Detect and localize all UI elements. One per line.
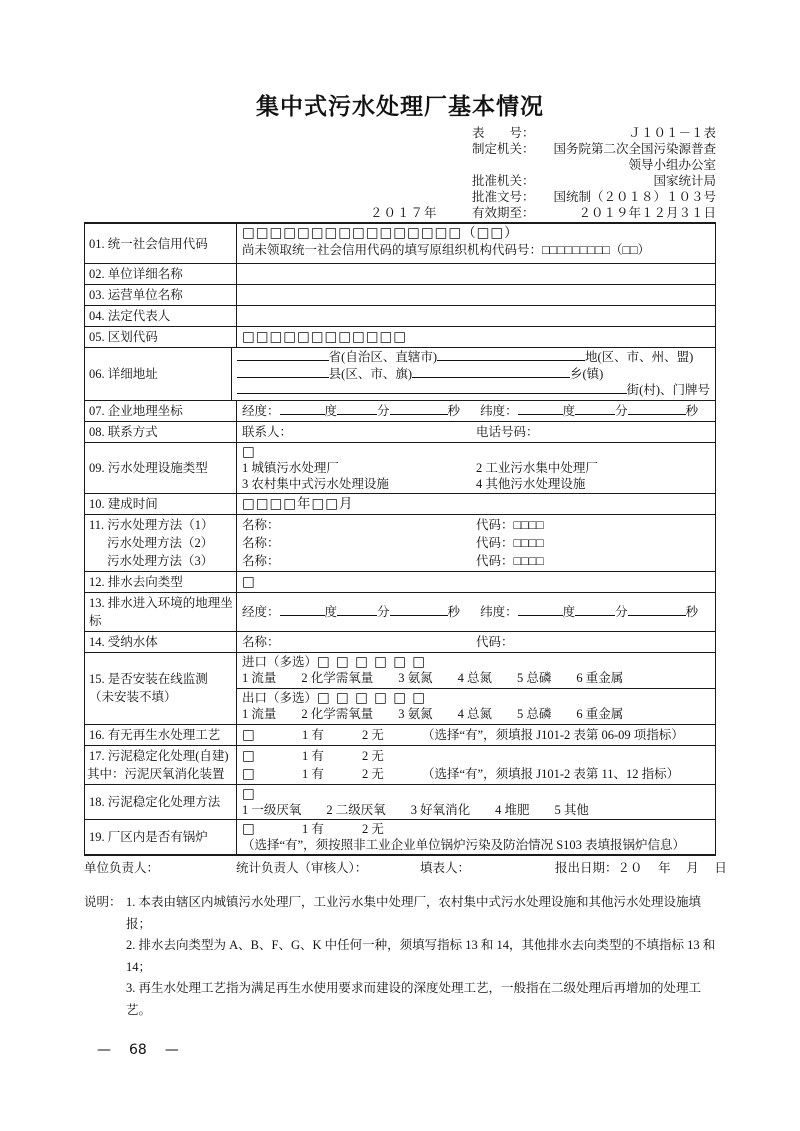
note-item-3: 3. 再生水处理工艺指为满足再生水使用要求而建设的深度处理工艺，一般指在二级处理后再增加的处理工艺。 [126,981,702,1017]
meta-row-form-number: 表 号： Ｊ１０１－１表 [472,126,716,140]
unit-head-label: 单位负责人： [84,861,160,875]
blank-line [280,604,325,616]
sludge-stabilization-checkbox: □ [242,747,256,764]
row-completion-date [85,494,715,515]
note-item-2: 2. 排水去向类型为 A、B、F、G、K 中任何一种，须填写指标 13 和 14，其他排水去向类型的不填指标 13 和 14； [126,938,716,974]
option-yes: 1 有 [302,727,324,742]
legal-representative-field [236,306,715,326]
phone-label: 电话号码： [476,424,539,439]
row-online-monitoring [85,653,715,725]
monitoring-inlet-block [237,653,715,689]
signature-line [84,858,727,876]
row-label: 12. 排水去向类型 [89,574,183,589]
condition-note: （选择“有”，须填报 J101-2 表第 11、12 指标） [422,766,680,781]
note-item-1: 1. 本表由辖区内城镇污水处理厂，工业污水集中处理厂，农村集中式污水处理设施和其他污水处理设施填报； [126,895,702,931]
page-number-value: 68 [129,1042,147,1058]
notes-label: 说明： [84,895,122,909]
blank-line [237,349,329,361]
option-yes: 1 有 [302,821,324,836]
blank-line [390,403,448,415]
option-no: 2 无 [362,748,384,763]
region-code-boxes: □□□□□□□□□□□□ [236,327,715,347]
form-meta-block [370,126,716,221]
outlet-multiselect-label: 出口（多选） [242,690,318,705]
row-label: 14. 受纳水体 [89,634,158,649]
row-label: 06. 详细地址 [89,366,158,381]
row-credit-code [85,224,715,264]
option-no: 2 无 [362,727,384,742]
row-label: 11. 污水处理方法（1） [89,517,214,532]
preparer-label: 填表人： [420,861,471,875]
row-sludge-stabilization [85,746,715,785]
row-legal-representative [85,306,715,327]
row-boiler [85,820,715,854]
row-label: 01. 统一社会信用代码 [89,236,208,251]
row-label: 污水处理方法（3） [107,553,214,568]
row-region-code [85,327,715,348]
row-label: 10. 建成时间 [89,496,158,511]
row-label: 19. 厂区内是否有锅炉 [89,829,208,844]
row-unit-name [85,264,715,285]
address-line-3: 街(村)、门牌号 [237,382,710,399]
option-no: 2 无 [362,766,384,781]
option-rural-facility: 3 农村集中式污水处理设施 [242,476,389,491]
option-yes: 1 有 [302,766,324,781]
row-label: 其中：污泥厌氧消化装置 [87,766,225,781]
completion-date-boxes: □□□□年□□月 [236,494,715,514]
stabilization-method-checkbox: □ [242,785,256,802]
inlet-multiselect-label: 进口（多选） [242,654,318,669]
row-drainage-type [85,572,715,593]
boiler-checkbox: □ [242,820,256,837]
meta-row-approval-no: 批准文号： 国统制（２０１８）１０３号 [472,189,716,204]
meta-row-issuer2: 领导小组办公室 [628,157,716,172]
credit-code-boxes: □□□□□□□□□□□□□□□□（□□） [242,225,519,241]
condition-note: （选择“有”，须填报 J101-2 表第 06-09 项指标） [422,727,684,742]
facility-type-checkbox: □ [242,443,256,460]
coordinates-line: 经度： 度 分 秒 纬度： 度 分 秒 [242,403,699,418]
row-stabilization-method [85,785,715,820]
blank-line [237,366,329,378]
coordinates-line: 经度： 度 分 秒 纬度： 度 分 秒 [242,604,699,619]
row-label: 03. 运营单位名称 [89,288,183,302]
blank-line [628,403,686,415]
row-reclaimed-water [85,725,715,746]
operator-name-field [236,285,715,305]
blank-line [237,382,627,394]
row-label: 09. 污水处理设施类型 [89,460,208,475]
row-outlet-coordinates [85,593,715,632]
row-contact [85,422,715,443]
method-name-label: 名称： [242,517,280,532]
address-line-1: 省(自治区、直辖市) 地(区、市、州、盟) [237,349,710,366]
blank-line [575,604,615,616]
row-label: 18. 污泥稳定化处理方法 [89,794,221,809]
method-name-label: 名称： [242,535,280,550]
row-receiving-water [85,632,715,653]
meta-row-valid-until: ２０１７年 有效期至： ２０１９年１２月３１日 [370,205,716,220]
row-address [85,348,715,401]
row-label: （未安装不填） [89,690,177,704]
unit-name-field [236,264,715,284]
monitoring-items: 1 流量 2 化学需氧量 3 氨氮 4 总氮 5 总磷 6 重金属 [242,707,624,721]
contact-person-label: 联系人： [242,424,293,439]
blank-line [337,403,377,415]
blank-line [437,349,585,361]
monitoring-items: 1 流量 2 化学需氧量 3 氨氮 4 总氮 5 总磷 6 重金属 [242,671,624,685]
method-name-label: 名称： [242,553,280,568]
org-code-fallback: 尚未领取统一社会信用代码的填写原组织机构代码号：□□□□□□□□□（□□） [242,242,651,257]
row-label: 15. 是否安装在线监测 [89,672,208,686]
meta-row-issuer: 制定机关： 国务院第二次全国污染源普查 [472,141,716,156]
row-label: 污水处理方法（2） [107,535,214,550]
statistics-head-label: 统计负责人（审核人）： [236,861,368,875]
option-other-facility: 4 其他污水处理设施 [476,476,586,491]
row-label: 16. 有无再生水处理工艺 [89,727,221,742]
row-label: 02. 单位详细名称 [89,267,183,281]
reclaimed-water-checkbox: □ [242,726,256,743]
row-label: 04. 法定代表人 [89,309,171,323]
form-title: 集中式污水处理厂基本情况 [256,94,544,119]
option-industrial-plant: 2 工业污水集中处理厂 [476,460,598,475]
blank-line [518,403,563,415]
anaerobic-digestion-checkbox: □ [242,765,256,782]
method-code-boxes: 代码：□□□□ [476,535,544,550]
report-date-label: 报出日期：２０ 年 月 日 [555,861,727,875]
blank-line [628,604,686,616]
inlet-checkboxes: □ □ □ □ □ □ [317,653,427,670]
row-label: 13. 排水进入环境的地理坐标 [89,595,233,628]
row-label: 07. 企业地理坐标 [89,403,183,418]
notes-block [84,892,724,1021]
row-label: 08. 联系方式 [89,424,158,439]
drainage-type-checkbox: □ [236,572,715,592]
water-code-label: 代码： [476,634,514,649]
address-line-2: 县(区、市、旗) 乡(镇) [237,366,710,383]
blank-line [337,604,377,616]
row-operator-name [85,285,715,306]
page-number [88,1042,188,1058]
option-no: 2 无 [362,821,384,836]
blank-line [280,403,325,415]
row-treatment-methods [85,515,715,572]
form-table [84,222,716,856]
row-label: 05. 区划代码 [89,330,158,344]
row-geo-coordinates [85,401,715,422]
row-facility-type [85,443,715,494]
option-urban-plant: 1 城镇污水处理厂 [242,460,339,475]
dash-left: — [97,1042,111,1058]
blank-line [412,366,570,378]
blank-line [575,403,615,415]
blank-line [390,604,448,616]
method-code-boxes: 代码：□□□□ [476,517,544,532]
method-code-boxes: 代码：□□□□ [476,553,544,568]
outlet-checkboxes: □ □ □ □ □ □ [317,689,427,706]
monitoring-outlet-block [237,689,715,724]
row-label: 17. 污泥稳定化处理(自建) [89,748,229,763]
stabilization-method-options: 1 一级厌氧 2 二级厌氧 3 好氧消化 4 堆肥 5 其他 [242,802,589,817]
condition-note: （选择“有”，须按照非工业企业单位锅炉污染及防治情况 S103 表填报锅炉信息） [242,837,686,852]
dash-right: — [164,1042,179,1058]
option-yes: 1 有 [302,748,324,763]
blank-line [518,604,563,616]
meta-row-approver: 批准机关： 国家统计局 [472,173,716,188]
water-name-label: 名称： [242,634,280,649]
